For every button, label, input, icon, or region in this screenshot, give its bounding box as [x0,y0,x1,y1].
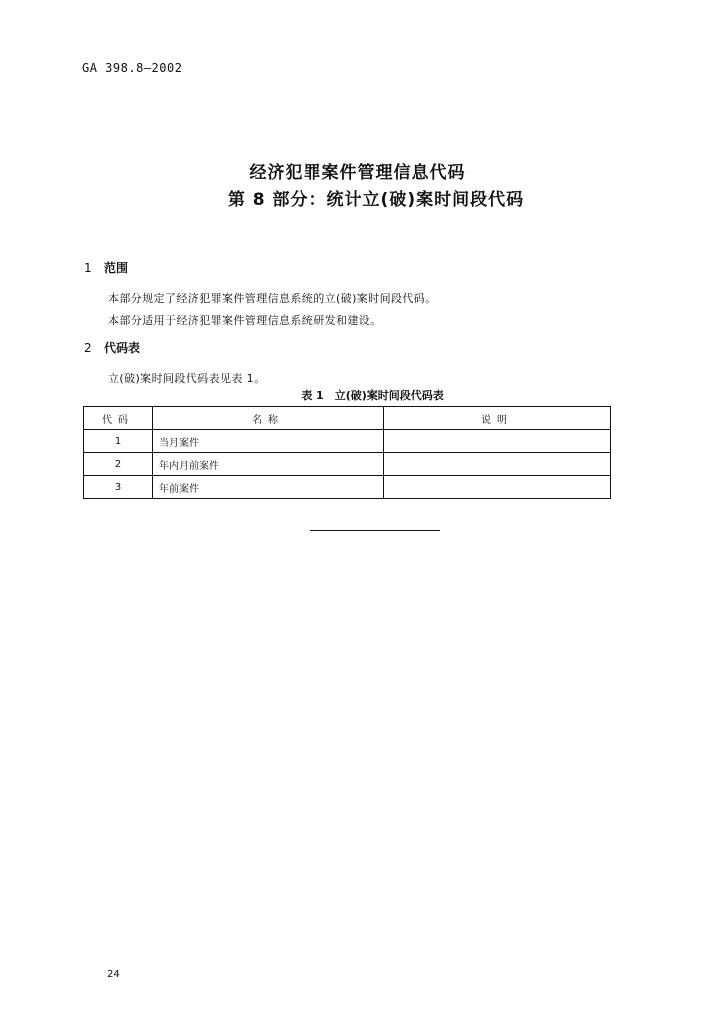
standard-code: GA 398.8—2002 [82,61,183,75]
section-number: 2 [84,341,92,355]
code-cell: 2 [84,453,153,476]
code-cell: 3 [84,476,153,499]
description-cell [384,476,611,499]
table-row [84,430,611,453]
description-cell [384,430,611,453]
table-header-row [84,407,611,430]
table-row [84,476,611,499]
name-cell: 当月案件 [153,430,384,453]
code-cell: 1 [84,430,153,453]
paragraph: 本部分规定了经济犯罪案件管理信息系统的立(破)案时间段代码。 [108,292,437,305]
section-2-heading [84,339,140,356]
column-header: 代码 [84,407,153,430]
name-cell: 年前案件 [153,476,384,499]
name-cell: 年内月前案件 [153,453,384,476]
column-header: 说明 [384,407,611,430]
section-number: 1 [84,261,92,275]
description-cell [384,453,611,476]
column-header: 名称 [153,407,384,430]
document-subtitle: 第 8 部分：统计立(破)案时间段代码 [227,190,525,210]
table-row [84,453,611,476]
paragraph: 立(破)案时间段代码表见表 1。 [108,372,266,385]
end-rule [310,530,440,531]
section-1-heading [84,259,128,276]
table-caption: 表 1 立(破)案时间段代码表 [301,389,444,402]
code-table [83,406,611,499]
page-number: 24 [107,969,120,980]
section-title: 代码表 [104,341,141,355]
paragraph: 本部分适用于经济犯罪案件管理信息系统研发和建设。 [108,314,382,327]
section-title: 范围 [104,261,129,275]
document-title: 经济犯罪案件管理信息代码 [249,163,466,183]
